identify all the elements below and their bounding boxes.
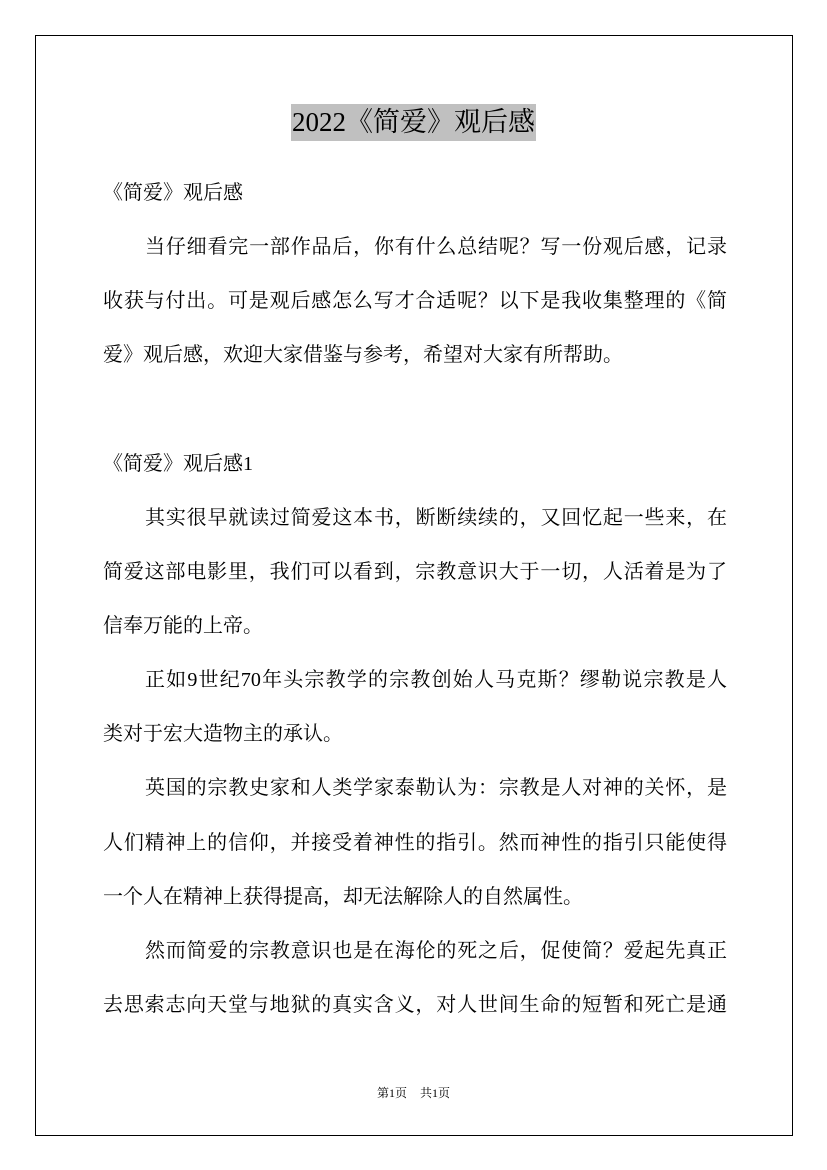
body-paragraph bbox=[103, 491, 727, 653]
page-total: 共1页 bbox=[420, 1086, 451, 1100]
paragraph-line: 收获与付出。可是观后感怎么写才合适呢？以下是我收集整理的《简 bbox=[103, 290, 727, 313]
paragraph-line: 一个人在精神上获得提高，却无法解除人的自然属性。 bbox=[103, 885, 583, 908]
paragraph-line: 英国的宗教史家和人类学家泰勒认为：宗教是人对神的关怀，是 bbox=[145, 777, 727, 800]
document-subtitle: 《简爱》观后感 bbox=[103, 182, 243, 204]
paragraph-line: 正如9世纪70年头宗教学的宗教创始人马克斯？缪勒说宗教是人 bbox=[145, 669, 727, 692]
page-footer bbox=[0, 1084, 827, 1102]
paragraph-line: 其实很早就读过简爱这本书，断断续续的，又回忆起一些来，在 bbox=[145, 506, 727, 529]
paragraph-line: 类对于宏大造物主的承认。 bbox=[103, 723, 343, 746]
page-number: 第1页 bbox=[376, 1086, 407, 1100]
intro-paragraph bbox=[103, 220, 727, 382]
paragraph-line: 去思索志向天堂与地狱的真实含义，对人世间生命的短暂和死亡是通 bbox=[103, 993, 727, 1016]
document-title: 2022《简爱》观后感 bbox=[291, 104, 536, 141]
body-paragraph bbox=[103, 924, 727, 1032]
paragraph-line: 当仔细看完一部作品后，你有什么总结呢？写一份观后感，记录 bbox=[145, 236, 727, 259]
title-row bbox=[0, 104, 827, 141]
blank-line bbox=[103, 383, 727, 437]
document-body bbox=[103, 166, 727, 1032]
paragraph-line: 爱》观后感，欢迎大家借鉴与参考，希望对大家有所帮助。 bbox=[103, 344, 623, 367]
body-paragraph bbox=[103, 761, 727, 923]
paragraph-line: 人们精神上的信仰，并接受着神性的指引。然而神性的指引只能使得 bbox=[103, 831, 727, 854]
paragraph-line: 简爱这部电影里，我们可以看到，宗教意识大于一切，人活着是为了 bbox=[103, 560, 727, 583]
paragraph-line: 信奉万能的上帝。 bbox=[103, 615, 263, 637]
section-heading: 《简爱》观后感1 bbox=[103, 452, 253, 475]
body-paragraph bbox=[103, 653, 727, 761]
paragraph-line: 然而简爱的宗教意识也是在海伦的死之后，促使简？爱起先真正 bbox=[145, 939, 727, 962]
